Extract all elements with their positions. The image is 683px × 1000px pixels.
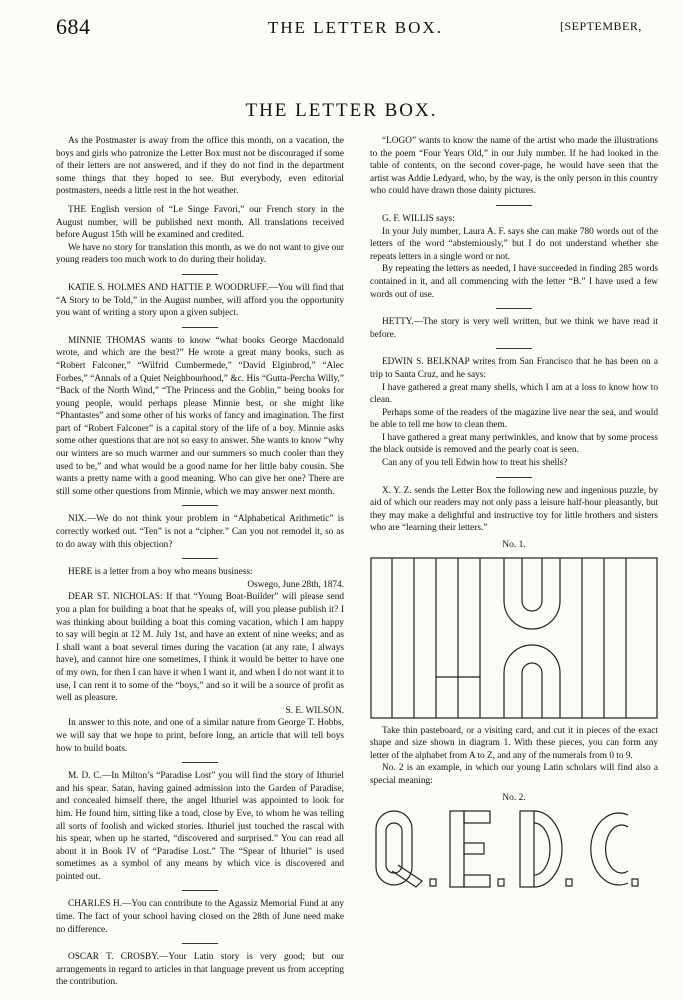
letter-willis-intro: G. F. WILLIS says: <box>382 213 455 224</box>
diagram-1 <box>370 557 658 719</box>
letter-holmes-woodruff: KATIE S. HOLMES AND HATTIE P. WOODRUFF.—You will find that “A Story to be Told,” in the August number, will afford you the opportunity you want of writing a story upon a given subject. <box>56 282 344 319</box>
diagram-2 <box>370 809 658 891</box>
running-header <box>0 0 683 40</box>
left-column <box>56 135 344 989</box>
divider <box>182 327 218 328</box>
letter-signature: S. E. WILSON. <box>285 705 344 716</box>
divider <box>182 890 218 891</box>
running-month: [SEPTEMBER, <box>560 19 642 33</box>
letter-charles-h: CHARLES H.—You can contribute to the Agassiz Memorial Fund at any time. The fact of your school having closed on the 28th of June need make no difference. <box>56 899 344 935</box>
page-number: 684 <box>56 14 91 39</box>
divider <box>182 274 218 275</box>
divider <box>182 558 218 559</box>
letter-mdc: M. D. C.—In Milton’s “Paradise Lost” you will find the story of Ithuriel and his spear. Satan, having gained admission into the Garden of Paradise, and concealed himself there, the angel Ithuriel was appointed to look for him. He found him, sitting like a toad, close by Eve, to whom he was telling all sorts of foolish and wicked stories. Ithuriel just touched the rascal with his spear, when up he started, “discovered and surprised.” You can read all about it in Book IV of “Paradise Lost.” The “Spear of Ithuriel” is used sometimes as a symbol of any means by which vice is discovered and pointed out. <box>56 771 344 882</box>
letter-belknap-4: Can any of you tell Edwin how to treat his shells? <box>382 458 568 469</box>
divider <box>182 943 218 944</box>
letter-dateline: Oswego, June 28th, 1874. <box>247 579 344 590</box>
letter-belknap-2: Perhaps some of the readers of the magazine live near the sea, and would be able to tell me how to clean them. <box>370 407 658 431</box>
letter-minnie-thomas: MINNIE THOMAS wants to know “what books George Macdonald wrote, and which are the best?” He wrote a great many books, such as “Robert Falconer,” “Wilfrid Cumbermede,” “David Elginbrod,” “Alec Forbes,” “Annals of a Quiet Neighbourhood,” &c. His “Gutta-Percha Willy,” “Back of the North Wind,” “The Princess and the Goblin,” being books for young people, would perhaps please Minnie best, or she might like “Phantastes” and some other of his works of fancy and imagination. The first part of “Robert Falconer” is a capital story of the life of a boy. Minnie asks some other questions that are not so easy to answer. She wants to know “why our winters are so much warmer and our summers so much cooler than they used to be,” and what would be a good name for her little baby cousin. She wants a pretty name with a good meaning. Who can give her one? There are still some other questions from Minnie, which we may answer next month. <box>56 335 344 497</box>
letter-belknap-1: I have gathered a great many shells, which I am at a loss to know how to clean. <box>370 382 658 406</box>
divider <box>496 308 532 309</box>
right-column <box>370 135 658 891</box>
letter-nix: NIX.—We do not think your problem in “Alphabetical Arithmetic” is correctly worked out. “Ten” is not a “cipher.” Can you not remodel it, so as to do away with this objection? <box>56 514 344 550</box>
divider <box>496 477 532 478</box>
letter-belknap-3: I have gathered a great many periwinkles, and know that by some process the black outside is removed and the pearly coat is seen. <box>370 432 658 456</box>
divider <box>496 348 532 349</box>
puzzle-example: No. 2 is an example, in which our young Latin scholars will find also a special meaning: <box>370 763 658 786</box>
letter-logo: “LOGO” wants to know the name of the artist who made the illustrations to the poem “Four Years Old,” in our July number. If he had looked in the table of contents, on the second cover-page, he would have seen that the artist was Addie Ledyard, who, by the way, is the only person in this country who could have drawn those dainty pictures. <box>370 136 658 197</box>
letter-willis-1: In your July number, Laura A. F. says she can make 780 words out of the letters of the word “abstemiously,” but I do not understand whether she repeats letters in a single word or not. <box>370 226 658 262</box>
letter-hetty: HETTY.—The story is very well written, but we think we have read it before. <box>370 317 658 340</box>
letter-willis-2: By repeating the letters as needed, I have succeeded in finding 285 words contained in it, and all commencing with the letter “B.” I have used a few words out of use. <box>370 264 658 300</box>
boat-answer: In answer to this note, and one of a similar nature from George T. Hobbs, we will say that we hope to print, before long, an article that will tell boys how to build boats. <box>56 718 344 754</box>
diagram-2-label: No. 2. <box>502 792 526 803</box>
letter-intro: HERE is a letter from a boy who means business: <box>68 567 253 578</box>
puzzle-intro: X. Y. Z. sends the Letter Box the following new and ingenious puzzle, by aid of which our readers may not only pass a leisure half-hour pleasantly, but they may make a delightful and instructive toy for little brothers and sisters who are “learning their letters.” <box>370 485 658 534</box>
divider <box>496 205 532 206</box>
letter-belknap-intro: EDWIN S. BELKNAP writes from San Francisco that he has been on a trip to Santa Cruz, and he says: <box>370 357 658 380</box>
divider <box>182 505 218 506</box>
french-story-notice: THE English version of “Le Singe Favori,” our French story in the August number, will be published next month. All translations received before August 15th will be examined and credited. <box>56 204 344 241</box>
divider <box>182 762 218 763</box>
letter-boat-builder: DEAR ST. NICHOLAS: If that “Young Boat-Builder” will please send you a plan for building a boat that he speaks of, will you please publish it? I was thinking about building a boat this coming vacation, which I am happy to say will begin at 12 M. July 1st, and have an extent of nine weeks; and as I shall want a boat several times during the vacation (at any rate, I always have), and cannot hire one sometimes, I think it would be better to have one of my own, for then I can have it when I want it, and when I do not want it to use, I can rent it to some of the “boys,” and so it will be a source of profit as well as pleasure. <box>56 592 344 704</box>
translation-notice: We have no story for translation this month, as we do not want to give our young readers too much work to do during their holiday. <box>56 242 344 266</box>
section-title: THE LETTER BOX. <box>245 100 438 121</box>
intro-paragraph: As the Postmaster is away from the office this month, on a vacation, the boys and girls who patronize the Letter Box must not be discouraged if some of their letters are not answered, and if they do not find in the department some things that they hoped to see. But everybody, even editorial postmasters, needs a little rest in the hot weather. <box>56 136 344 197</box>
running-title: THE LETTER BOX. <box>268 18 443 37</box>
diagram-1-label: No. 1. <box>502 540 526 551</box>
puzzle-instructions: Take thin pasteboard, or a visiting card, and cut it in pieces of the exact shape and size shown in diagram 1. With these pieces, you can form any letter of the alphabet from A to Z, and any of the numerals from 0 to 9. <box>370 725 658 761</box>
letter-oscar-crosby: OSCAR T. CROSBY.—Your Latin story is very good; but our arrangements in regard to articles in that language prevent us from accepting the contribution. <box>56 952 344 988</box>
